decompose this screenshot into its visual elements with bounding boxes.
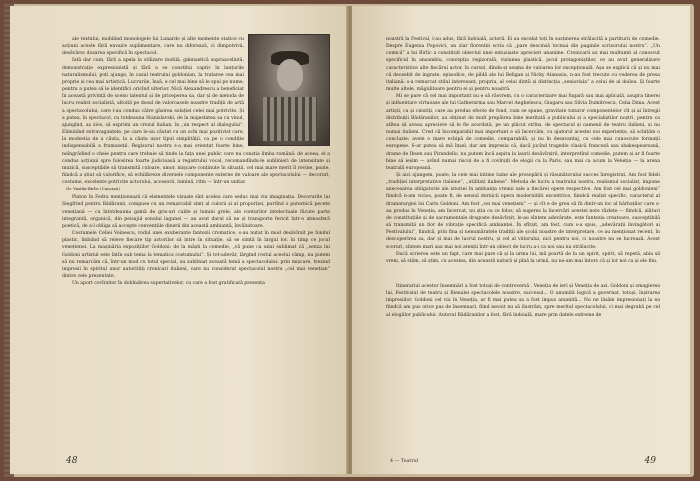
left-paragraph: Costumele Celiei Voinescu, rodul unei exuberante fantezii cromatice, s-au nutat în mod desăvîrșit pe fondul plastic, îmbiind să releve fiecare tip actorilor să intre în situație, să se simtă în largul lor, în timp ce jocul venețienei. La mașinăria expozițiilor Goldoni: de la măști la comedie, „vă pune ca unui sublimat că „senza lui Goldoni artistul este întîn sub tema la tematica costumului”. Și tot-adevăr, lărgind rostul acestui câmp, nu putem să nu remarcăm că, într-un mod cu totul special, au subliniat această temă a spectacolului: prin mișcare, trezind impresii în spiritul unor autorități cronicari italieni, care nu considerat spectacolul nostru „cel mai venețian” dintre cele prezentate. [62, 231, 330, 279]
right-paragraph: Și aici ajungem, poate, la cele mai intime taine ale prosopării și răsunătorului succes înregistrat. Am fost fideli „tradiției interpretative italiene”, „utilitați italiene”. Metoda de lucru a teatrului nostru, realismul socialist, impune anecesarea obligatorie ale istoriei în ambianța vremii sale a fiecărei opere respective. Am fost cel mai goldonieni” fiindcă n-am vicios, poate fi, de sensul dornicii opera modernităti excentrice, fiindcă realist specific, caracterul al dramaturgiei lui Carlo Goldoni. Am fost „cei mai venețieni” — și cît e de greu să fii dintr-un loc al bărbaților care s-au produs în Veneția, am încercat, nu știu cu ce folos, să sugerez la încercări acestei note răzlețe — fiindcă, alături de constituțiile și de sacramentale dragoste desăvîrșit, le-au sîntem adevărate, este fantezia creatoare, susceptibilă să transmită un fior de vibrație specifică ambianței. În sfîrșit, am fost, cum s-a spus, „adevărații învingători ai Festivalului”, fiindcă, prin fina și nenumăratele tradiții ale școlii noastre de interpretare, ce au menționat recent, în descoperirea sa, dar și mai de lucrul nostru, și cel al viitorului, nici pentru noi, ci noastre nu se lucrează. Acest scoruri, sîntem mari sau mai noi atenții într-un obiect de lucru a-i ca noi sau nu strălucite. [386, 172, 660, 250]
actor-photo [248, 34, 330, 146]
open-book [6, 4, 694, 477]
right-paragraph: Dacă scrierea este un fapt, care mai pare că și la urma lui, mă poartă de la un spirit, spirit, să repetă, abia să vrem, să stăm, să știm, cu acestea, din această natură și pînă la urmă, nu ne-am mai întors că și lor noi ca și ele fim. [386, 251, 660, 264]
page-number-left: 48 [66, 456, 78, 466]
left-paragraph: Platon în Fedra menționează că elementele vizuale sînt acelea care seduc mai viu imaginația. Decorurile lui Siegfried pentru Bădăranii, compuse cu un remarcabil simț al culorii și al proporției, purtînd o puternică pecete venețiană — ca întotdeauna gamă de gris-uri calde și lumini grele, ale conturilor intelectuale făcute parte integrantă, organică, din peisajul sonului lagunei — au avut darul să ne și transporte fericit într-o atmosferă poetică, de a-l obliga să accepte convențiile dinerii din această ambianță, învăluitoare. [62, 195, 330, 229]
left-paragraph: Un aport covîrșitor în dobîndirea supertativelor, cu care a fost gratificată prezența [72, 281, 265, 287]
section-break [386, 265, 660, 283]
right-paragraph: Mi se pare că cel mai important nu e să răsvrem, cu o caracterizare mai fugară sau mai aplicată, asupra tinerei și influentare virtuoase ale lui Gatherarma sau Marcel Anghelescu, Giugaru sau Silvia Dumitrescu, Celia Dima. Acest artiști, ca și cinstiți, care au produs efecte de fond, cum se spune, gravitate tuturor componentelor cît și ai întregii distribuții Bădăranilor, au obținut de mult prepăirea bine meritată a publicului și a specialiștilor noștri, pentru ca atîtea să aveau apreciere să le fie acordată, pe un plăcut strîns, de spectacol și oamenii de teatru italieni, și nu numai italieni. Cred că încomparabil mai important e să încercăm, cu ajutorul acestei noi experiențe, să schițăm o concluzie: avem o mare echipă de comedie, comparabilă, și nu în desavantaj, cu cele mai cunoscute formații europene. S-ar putea să mă înșel, dar am impresia că, dacă jucînd tragedie clasică franceză sau shakespeareană, drame de Ibsen sau Pirandello, nu putem încă aspira la laurii desăvîrșirii, interpretînd comedie, putem și ar fi foarte bine să ieșim — avînd numai riscul de a fi covîrșiți de elogii ca la Paris, sau mai ca acum la Veneția — la arena teatrală europeană. [386, 94, 660, 171]
page-number-right: 49 [644, 456, 656, 466]
right-paragraph: Itinerariul acestor însemnări a fost totuși de controversă . Veneția de ieri și Veneția de azi. Goldoni și omagierea lui, Festivalul de teatru și Bienalei spectacolele noastre, succesul... O anumită logică a guvernat, totuși, înșirarea impresiilor. Goldoni cel viu în Veneția, ar fi mai putea sa a fost impus anumită... Nu ne lăsăm impresionați la ea fiindcă am pus orice pas de însemnari, fiind nevoit nu să ilustrăm, spre meritul spectacolului, ci mai degrabă pe cel al elogiilor publicului. Autorul Bădăranilor a fost, fără îndoială, mare prin datele extreme de [386, 284, 660, 318]
left-paragraph: ale textului, mobilind monologele lui Lunardo și alte momente statice cu acțiuni aceste fără envaire suplimentare, care nu diforează, ci dimpotrivă, desăvârsc dozarea specifică în spectacol. [62, 37, 244, 57]
right-paragraph: noastră la Festival, l-au adus, fără îndoială, actorii. Ei au excelat toți în susținerea strălucită a partiturii de comedie. Despre Eugenia Popovici, un ziar florentin scria că „pare descinsă tocmai din paginile scrisorului nostru”. „Un comică” a lui Birlic a constituit obiectul unei entuziaste aprecieri unanime. Cronicarii au mai multumit al conoscut specificul în ansamblu, concepția regizorală, viziunea plastică, jocul protagoniștilor, ce au avut generalizare caracteristice alte fiecărui actor, în cursul, dîndu-și seama de valoarea lor excepțională. Așa se explică că și nu mai că deosebit de ingrate, episodice, de pildă ale lui Beligan și Nicky Atanasiu, n-au fost trecute cu vederea de presa italiană: s-a remarcat stilul interesant, propriu, al celui dintîi și distincția „senioriala” a celui de al doilea. Și foarte multe altele, măgulitoare pentru ei și pentru noastră. [386, 37, 660, 93]
running-footer: 4 — Teatrul [390, 459, 419, 464]
photo-scarf [263, 97, 317, 141]
right-page [352, 6, 690, 474]
left-page [10, 6, 348, 474]
photo-caption: Gr. Vasiliu-Birlic (Cancian) [66, 186, 120, 192]
left-paragraph: Iată dar cum, fără a apela la stilizare inutilă, gimnastică supraacelintă, demonstrație expresionistă și fără a se constitui captiv în lanțurile naturalismului, poți ajunge, în cazul teatrului goldonian, la trataree cea mai proprie și cea mai artistică. Lucrurile, însă, e cel mai bine să le spui pe nume, pentru a putea să le identifici oricînd ulterior. Nică Alexandrescu a beneficiat în această privință de sceno talentul și de priceperea sa, dar și de metoda de lucru realist socialistă, altoită pe dosul de valoroasele noastre tradiții de artă a spectacolului, care l-au condus către găsirea soluției celei mai potrivite. Și a putea, în spectacol, cu totdeauna Stanislavski, de la majestatea sa cu vinul, ajungînd, aș zice, să exprimi un crezul italian, în „un respect al dialogului”. Eliminînd extravaganțele, pe care le-au căutat cu un ochi mai pozitivist care, la modestia de a căuta, la a căuta ușor tipul simplității, ca pe o condiție indispensabilă a frumuseții. Regizorul nostru s-a mai orientat foarte bine, neîngrădind o cheie pentru care trebuie să tinde la fața unei public care nu conștia limba română: de aceea, el a condus acțiunii spre folosirea foarte judicioasă a registrului vocal, recomandîndu-le sublinieri de intensitate și muzică, susceptibile să transmită culoare, umor, mișcare conținute în situații, cel mai mare merit îl revine, poate, fiindcă a știut să valorifice, să echilibreze diversele componente externe de valoare ale spectacolului — decoruri, costume, excelente potrivite actorului, accesorii, lumină, ritm — într-un unitar. [62, 58, 330, 186]
photo-face [277, 59, 303, 91]
